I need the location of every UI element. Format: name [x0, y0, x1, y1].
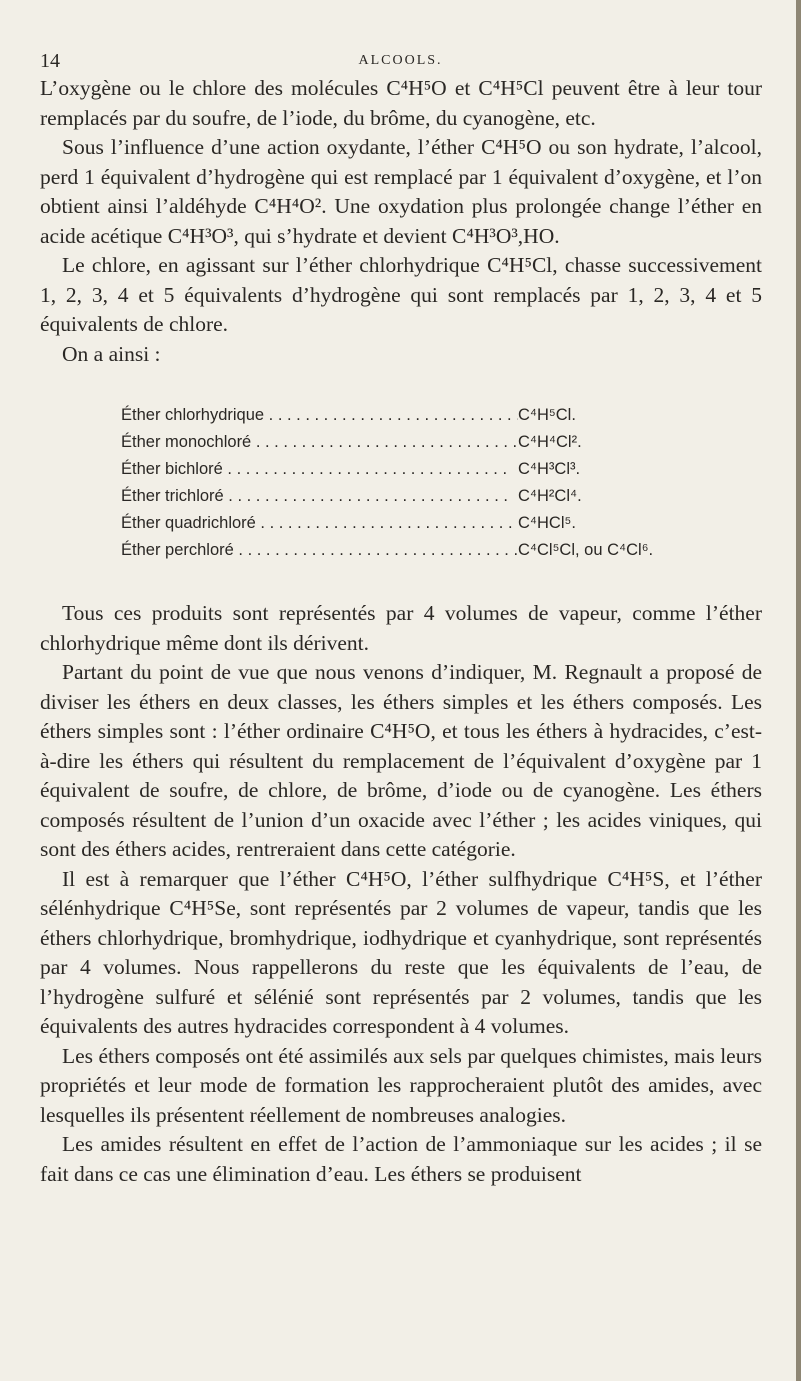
ether-table: [121, 402, 762, 564]
paragraph: Sous l’influence d’une action oxydante, l’éther C⁴H⁵O ou son hydrate, l’alcool, perd 1 équivalent d’hydrogène qui est remplacé par 1 équivalent d’oxygène, et l’on obtient ainsi l’aldéhyde C⁴H⁴O². Une oxydation plus prolongée change l’éther en acide acétique C⁴H³O³, qui s’hydrate et devient C⁴H³O³,HO.: [40, 135, 762, 248]
ether-name: Éther trichloré . . .: [121, 483, 518, 510]
ether-name: Éther bichloré . . .: [121, 456, 518, 483]
table-row: [121, 402, 762, 429]
table-row: [121, 510, 762, 537]
table-row: [121, 537, 762, 564]
ether-formula: C⁴Cl⁵Cl, ou C⁴Cl⁶.: [518, 541, 654, 559]
paragraph: On a ainsi :: [62, 341, 161, 366]
paragraph: Tous ces produits sont représentés par 4 volumes de vapeur, comme l’éther chlorhydrique même dont ils dérivent.: [40, 601, 762, 655]
body-text: [40, 74, 762, 1189]
paragraph: Le chlore, en agissant sur l’éther chlorhydrique C⁴H⁵Cl, chasse successivement 1, 2, 3, 4 et 5 équivalents d’hydrogène qui sont remplacés par 1, 2, 3, 4 et 5 équivalents de chlore.: [40, 253, 762, 336]
paragraph: Les éthers composés ont été assimilés aux sels par quelques chimistes, mais leurs propriétés et leur mode de formation les rapprocheraient plutôt des amides, avec lesquelles ils présentent réellement de nombreuses analogies.: [40, 1043, 762, 1127]
page-number: 14: [40, 50, 60, 72]
ether-formula: C⁴H²Cl⁴.: [518, 487, 582, 505]
ether-formula: C⁴H³Cl³.: [518, 460, 581, 478]
ether-name: Éther monochloré . . .: [121, 429, 518, 456]
ether-name: Éther chlorhydrique . . .: [121, 402, 518, 429]
paragraph: Les amides résultent en effet de l’action de l’ammoniaque sur les acides ; il se fait dans ce cas une élimination d’eau. Les éthers se produisent: [40, 1132, 762, 1186]
ether-name: Éther perchloré . . .: [121, 537, 518, 564]
table-row: [121, 429, 762, 456]
page-edge: [796, 0, 801, 1381]
table-row: [121, 483, 762, 510]
ether-name: Éther quadrichloré . . .: [121, 510, 518, 537]
paragraph: Partant du point de vue que nous venons d’indiquer, M. Regnault a proposé de diviser les éthers en deux classes, les éthers simples et les éthers composés. Les éthers simples sont : l’éther ordinaire C⁴H⁵O, et tous les éthers à hydracides, c’est-à-dire les éthers qui résultent du remplacement de l’équivalent d’oxygène par 1 équivalent de soufre, de chlore, de brôme, d’iode ou de cyanogène. Les éthers composés résultent de l’union d’un oxacide avec l’éther ; les acides viniques, qui sont des éthers acides, rentreraient dans cette catégorie.: [40, 660, 762, 861]
table-row: [121, 456, 762, 483]
running-head: ALCOOLS.: [358, 53, 443, 68]
paragraph: L’oxygène ou le chlore des molécules C⁴H⁵O et C⁴H⁵Cl peuvent être à leur tour remplacés par du soufre, de l’iode, du brôme, du cyanogène, etc.: [40, 76, 762, 130]
paragraph: Il est à remarquer que l’éther C⁴H⁵O, l’éther sulfhydrique C⁴H⁵S, et l’éther sélénhydrique C⁴H⁵Se, sont représentés par 2 volumes de vapeur, tandis que les éthers chlorhydrique, bromhydrique, iodhydrique et cyanhydrique, sont représentés par 4 volumes. Nous rappellerons du reste que les équivalents de l’eau, de l’hydrogène sulfuré et sélénié sont représentés par 2 volumes, tandis que les équivalents des autres hydracides correspondent à 4 volumes.: [40, 866, 762, 1038]
ether-formula: C⁴H⁵Cl.: [518, 406, 576, 424]
ether-formula: C⁴H⁴Cl².: [518, 433, 582, 451]
page-header: [40, 50, 761, 74]
ether-formula: C⁴HCl⁵.: [518, 514, 576, 532]
